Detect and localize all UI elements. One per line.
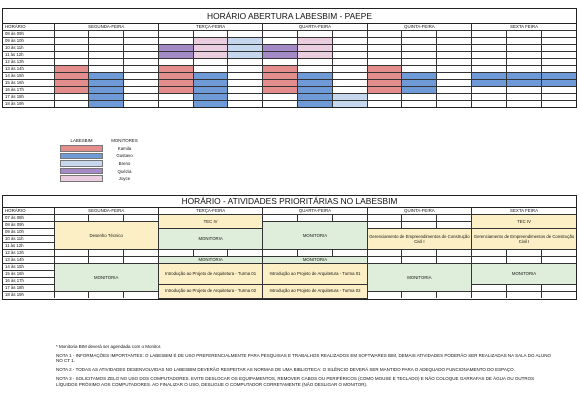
legend-item [60, 152, 146, 160]
opening-schedule-table [3, 24, 576, 107]
monitoria-block: MONITORIA [54, 264, 158, 292]
table-row [3, 45, 576, 52]
time-label: 13 às 14h [3, 66, 54, 73]
time-label: 17 às 18h [3, 94, 54, 101]
intro-arq-t01-block: Introdução ao Projeto de Arquitetura - Turma 01 [263, 264, 367, 285]
activities-schedule-title: HORÁRIO - ATIVIDADES PRIORITÁRIAS NO LABESBIM [3, 196, 576, 208]
legend-label: Quézia [117, 168, 132, 174]
time-label: 15 às 16h [3, 271, 54, 278]
time-label: 10 às 11h [3, 45, 54, 52]
day-header: SEGUNDA-FEIRA [54, 24, 158, 31]
legend-label: Breno [118, 161, 131, 167]
time-label: 16 às 17h [3, 87, 54, 94]
tec-iv-block: TEC IV [472, 215, 576, 229]
table-row [3, 38, 576, 45]
table-row [3, 257, 576, 264]
table-row [3, 59, 576, 66]
legend-item [60, 175, 146, 183]
legend-item [60, 167, 146, 175]
monitoria-block: MONITORIA [263, 257, 367, 264]
legend-swatch [60, 175, 103, 182]
legend-item [60, 145, 146, 153]
intro-arq-t02-block: Introdução ao Projeto de Arquitetura - Turma 02 [263, 285, 367, 299]
legend-label: Joyce [118, 176, 131, 182]
time-label: 11 às 12h [3, 52, 54, 59]
table-row [3, 264, 576, 271]
time-label: 15 às 16h [3, 80, 54, 87]
legend-header [60, 137, 146, 145]
time-label: 18 às 19h [3, 101, 54, 108]
time-label: 12 às 13h [3, 59, 54, 66]
table-row [3, 215, 576, 222]
legend-label: Kamila [117, 145, 132, 151]
monitoria-block: MONITORIA [472, 264, 576, 285]
legend-item [60, 160, 146, 168]
time-label: 18 às 19h [3, 292, 54, 299]
activities-schedule-table [3, 208, 576, 299]
time-label: 09 às 10h [3, 38, 54, 45]
day-header: QUARTA-FEIRA [263, 24, 367, 31]
horario-header: HORÁRIO [3, 24, 54, 31]
note-1: NOTA 1 - INFORMAÇÕES IMPORTANTES: O LABESBIM É DE USO PREFERENCIALMENTE PARA PESQUISAS E TRABALHOS REALIZADOS EM SOFTWARES BIM, DEMAIS ATIVIDADES PODERÃO SER REALIZADAS NA SALA DO ALUNO NO CT 1. [56, 352, 551, 364]
intro-arq-t02-block: Introdução ao Projeto de Arquitetura - Turma 02 [158, 285, 262, 299]
legend-swatch [60, 153, 103, 160]
table-row [3, 66, 576, 73]
legend-swatch [60, 168, 103, 175]
tec-iv-block: TEC IV [158, 215, 262, 229]
intro-arq-t01-block: Introdução ao Projeto de Arquitetura - Turma 01 [158, 264, 262, 285]
time-label: 14 às 15h [3, 73, 54, 80]
day-header: QUINTA-FEIRA [367, 24, 471, 31]
table-row [3, 52, 576, 59]
table-row [3, 94, 576, 101]
opening-schedule [2, 8, 577, 108]
monitoria-block: MONITORIA [367, 264, 471, 292]
monitoria-block: MONITORIA [158, 257, 262, 264]
time-label: 08 às 09h [3, 222, 54, 229]
time-label: 11 às 12h [3, 243, 54, 250]
table-row [3, 101, 576, 108]
legend-label: Gustavo [116, 153, 133, 159]
day-header: SEXTA FEIRA [472, 24, 576, 31]
gerenciamento-block: Gerenciamento de Empreendimentos de Construção Civil I [367, 229, 471, 250]
legend-head-left: LABESBIM [70, 138, 93, 144]
table-row [3, 80, 576, 87]
time-label: 10 às 11h [3, 236, 54, 243]
day-header: TERÇA-FEIRA [158, 24, 262, 31]
monitor-legend [60, 137, 146, 183]
legend-swatch [60, 160, 103, 167]
time-label: 16 às 17h [3, 278, 54, 285]
time-label: 07 às 08h [3, 215, 54, 222]
note-monitoria: * Monitoria BIM deverá ser agendada com o Monitor. [56, 344, 162, 349]
monitoria-block: MONITORIA [158, 229, 262, 250]
activities-schedule [2, 195, 577, 300]
day-header: TERÇA-FEIRA [158, 208, 262, 215]
day-header: SEXTA FEIRA [472, 208, 576, 215]
table-row [3, 250, 576, 257]
opening-schedule-title: HORÁRIO ABERTURA LABESBIM - PAEPE [3, 9, 576, 24]
table-row [3, 87, 576, 94]
gerenciamento-block: Gerenciamento de Empreendimentos de Construção Civil I [472, 229, 576, 250]
day-header: QUINTA-FEIRA [367, 208, 471, 215]
time-label: 14 às 15h [3, 264, 54, 271]
horario-header: HORÁRIO [3, 208, 54, 215]
time-label: 08 às 09h [3, 31, 54, 38]
time-label: 12 às 13h [3, 250, 54, 257]
time-label: 09 às 10h [3, 229, 54, 236]
day-header: QUARTA-FEIRA [263, 208, 367, 215]
note-3: NOTA 3 - SOLICITAMOS ZELO NO USO DOS COMPUTADORES. EVITE DESLOCAR OS EQUIPAMENTOS, REMOVER CABOS OU PERIFÉRICOS (COMO MOUSE E TECLADO) E NÃO COLOQUE GARRAFAS DE ÁGUA OU OUTROS LÍQUIDOS PRÓXIMO AOS COMPUTADORES. AO FINALIZAR O USO, DESLIGUE O COMPUTADOR CORRETAMENTE (NÃO DESLIGAR O MONITOR). [56, 376, 535, 387]
legend-head-right: MONITORES [111, 138, 138, 144]
desenho-tecnico-block: Desenho Técnico [54, 222, 158, 250]
day-header: SEGUNDA-FEIRA [54, 208, 158, 215]
legend-swatch [60, 145, 103, 152]
time-label: 13 às 14h [3, 257, 54, 264]
table-row [3, 73, 576, 80]
notes-section [56, 344, 556, 390]
monitoria-block: MONITORIA [263, 222, 367, 250]
note-2: NOTA 2 - TODAS AS ATIVIDADES DESENVOLVIDAS NO LABESBIM DEVERÃO RESPEITAR AS NORMAS DE UMA BIBLIOTECA: O SILÊNCIO DEVERÁ SER MANTIDO PARA O ADEQUADO FUNCIONAMENTO DO ESPAÇO. [56, 367, 515, 373]
time-label: 17 às 18h [3, 285, 54, 292]
table-row [3, 31, 576, 38]
